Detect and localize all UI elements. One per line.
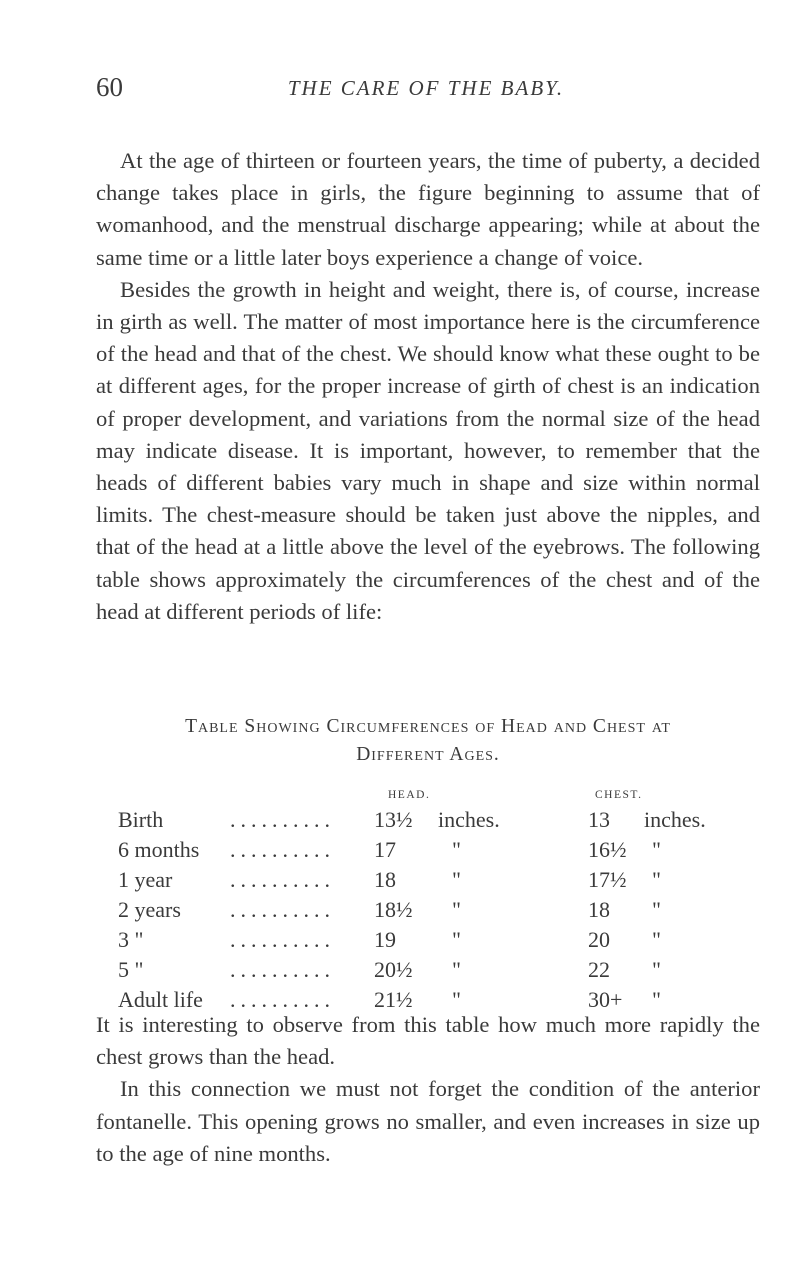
age-cell: 3 " xyxy=(118,927,144,952)
head-unit: " xyxy=(452,867,461,892)
table-row xyxy=(118,807,778,837)
chest-value: 22 xyxy=(588,957,610,982)
table-row xyxy=(118,957,778,987)
age-cell: Adult life xyxy=(118,987,203,1012)
column-header-chest: CHEST. xyxy=(595,789,643,801)
head-value: 19 xyxy=(374,927,396,952)
chest-value: 30+ xyxy=(588,987,623,1012)
leader-dots: .......... xyxy=(230,837,335,862)
leader-dots: .......... xyxy=(230,957,335,982)
leader-dots: .......... xyxy=(230,927,335,952)
column-header-head: HEAD. xyxy=(388,789,431,801)
leader-dots: .......... xyxy=(230,807,335,832)
chest-unit: " xyxy=(652,927,661,952)
table-title xyxy=(96,713,760,769)
chest-unit: inches. xyxy=(644,807,706,832)
chest-value: 20 xyxy=(588,927,610,952)
table-title-line-1: Table Showing Circumferences of Head and Chest at xyxy=(185,716,671,737)
paragraph-fontanelle: In this connection we must not forget the condition of the anterior fontanelle. This opening grows no smaller, and even increases in size up to the age of nine months. xyxy=(96,1076,760,1166)
head-value: 17 xyxy=(374,837,396,862)
head-unit: " xyxy=(452,927,461,952)
age-cell: 6 months xyxy=(118,837,200,862)
age-cell: 2 years xyxy=(118,897,181,922)
leader-dots: .......... xyxy=(230,867,335,892)
table-row xyxy=(118,837,778,867)
age-cell: Birth xyxy=(118,807,164,832)
running-head: THE CARE OF THE BABY. xyxy=(287,76,565,100)
head-value: 18 xyxy=(374,867,396,892)
paragraph-observation: It is interesting to observe from this table how much more rapidly the chest grows than the head. xyxy=(96,1012,760,1070)
table-row xyxy=(118,897,778,927)
head-value: 21½ xyxy=(374,987,413,1012)
head-value: 20½ xyxy=(374,957,413,982)
chest-value: 17½ xyxy=(588,867,627,892)
chest-value: 18 xyxy=(588,897,610,922)
leader-dots: .......... xyxy=(230,897,335,922)
head-unit: " xyxy=(452,837,461,862)
chest-unit: " xyxy=(652,837,661,862)
table-title-line-2: Different Ages. xyxy=(356,744,500,765)
head-unit: inches. xyxy=(438,807,500,832)
page-number: 60 xyxy=(96,72,123,102)
body-text xyxy=(96,145,760,628)
chest-unit: " xyxy=(652,897,661,922)
after-table-text xyxy=(96,1009,760,1170)
head-value: 13½ xyxy=(374,807,413,832)
head-unit: " xyxy=(452,987,461,1012)
head-value: 18½ xyxy=(374,897,413,922)
chest-value: 16½ xyxy=(588,837,627,862)
paragraph-puberty: At the age of thirteen or fourteen years, the time of puberty, a decided change takes place in girls, the figure beginning to assume that of womanhood, and the menstrual discharge appearing; while at about the same time or a little later boys experience a change of voice. xyxy=(96,148,760,270)
table-row xyxy=(118,927,778,957)
table-row xyxy=(118,867,778,897)
head-unit: " xyxy=(452,957,461,982)
page-header xyxy=(96,72,756,112)
paragraph-girth: Besides the growth in height and weight, there is, of course, increase in girth as well. The matter of most importance here is the circumference of the head and that of the chest. We should know what these ought to be at different ages, for the proper increase of girth of chest is an indication of proper development, and variations from the normal size of the head may indicate disease. It is important, however, to remember that the heads of different babies vary much in shape and size within normal limits. The chest-measure should be taken just above the nipples, and that of the head at a little above the level of the eyebrows. The following table shows approximately the circumferences of the chest and of the head at different periods of life: xyxy=(96,276,760,624)
chest-unit: " xyxy=(652,957,661,982)
chest-value: 13 xyxy=(588,807,610,832)
age-cell: 1 year xyxy=(118,867,173,892)
head-unit: " xyxy=(452,897,461,922)
chest-unit: " xyxy=(652,987,661,1012)
leader-dots: .......... xyxy=(230,987,335,1012)
age-cell: 5 " xyxy=(118,957,144,982)
chest-unit: " xyxy=(652,867,661,892)
